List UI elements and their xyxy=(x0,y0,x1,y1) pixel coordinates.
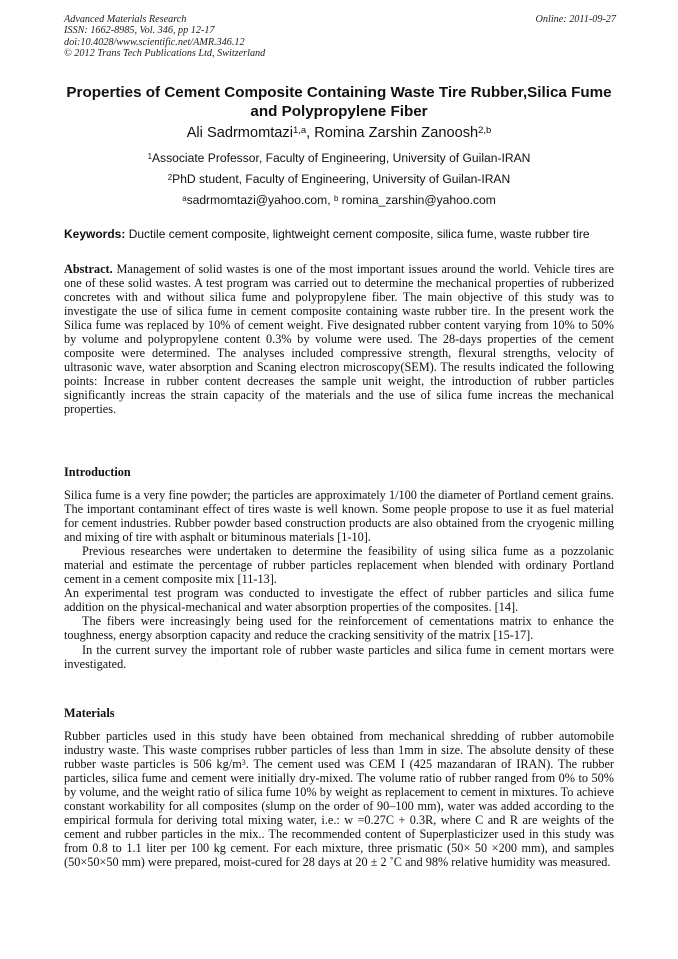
abstract-label: Abstract. xyxy=(64,262,113,276)
materials-text-a: Rubber particles used in this study have been obtained from mechanical shredding of rubber automobile industry waste. This waste comprises rubber particles of less than 1mm in size. The absolute density of these rubber waste particles is 506 kg/m xyxy=(64,729,614,772)
email-b-mark: b xyxy=(333,193,339,203)
intro-paragraph-4: The fibers were increasingly being used for the reinforcement of cementations matrix to enhance the toughness, energy absorption capacity and reduce the cracking sensitivity of the matrix [15-17]. xyxy=(64,614,614,643)
materials-body xyxy=(64,729,614,869)
affiliation-1 xyxy=(40,151,638,166)
journal-name: Advanced Materials Research xyxy=(64,14,187,25)
intro-paragraph-5: In the current survey the important role of rubber waste particles and silica fume in cement mortars were investigated. xyxy=(64,642,614,671)
paper-title: Properties of Cement Composite Containing Waste Tire Rubber,Silica Fume and Polypropylene Fiber xyxy=(66,84,612,120)
email-line xyxy=(40,193,638,208)
abstract xyxy=(64,262,614,417)
cubic-superscript: 3 xyxy=(241,757,246,767)
keywords-label: Keywords: xyxy=(64,227,126,241)
intro-paragraph-3: An experimental test program was conducted to investigate the effect of rubber particles and silica fume addition on the physical-mechanical and water absorption properties of the composites. [14]. xyxy=(64,586,614,615)
email-a[interactable]: sadrmomtazi@yahoo.com, xyxy=(186,193,334,207)
journal-header xyxy=(64,14,616,59)
author-2-affil-mark: 2,b xyxy=(478,125,492,137)
introduction-body xyxy=(64,488,614,671)
intro-paragraph-2: Previous researches were undertaken to determine the feasibility of using silica fume as a pozzolanic material and estimate the percentage of rubber particles replacement when blended with ordinary Portland cement in a cement composite mix [11-13]. xyxy=(64,544,614,587)
affiliation-1-mark: 1 xyxy=(147,151,152,161)
intro-paragraph-1: Silica fume is a very fine powder; the particles are approximately 1/100 the diameter of Portland cement grains. The important contaminant effect of tires waste is well known. Some people propose to use it as fuel material for cement industries. Rubber powder based construction products are also obtained from the cryogenic milling and mixing of tire with asphalt or bituminous materials [1-10]. xyxy=(64,488,614,545)
author-list xyxy=(40,124,638,142)
affiliation-2-mark: 2 xyxy=(167,172,173,182)
abstract-paragraph xyxy=(64,262,614,417)
issn-line: ISSN: 1662-8985, Vol. 346, pp 12-17 xyxy=(64,25,215,37)
keywords xyxy=(64,227,616,242)
materials-text-b: . The cement used was CEM I (425 mazandaran of IRAN). The rubber particles, silica fume and cement were initially dry-mixed. The volume ratio of rubber ranged from 0% to 50% by volume, and the weight ratio of silica fume 10% by weight as replacement to cement in mixtures. To achieve constant workability for all composites (slump on the order of 90–100 mm), water was added according to the empirical formula for deriving total mixing water, i.e.: w =0.27C + 0.3R, where C and R are weights of the cement and rubber particles in the mix.. The recommended content of Superplasticizer used in this study was from 0.8 to 1.1 liter per 100 kg cement. For each mixture, three prismatic (50× 50 ×200 mm), and samples (50×50×50 mm) were prepared, moist-cured for 28 days at 20 ± 2 ˚C and 98% relative humidity was measured. xyxy=(64,757,614,870)
abstract-text: Management of solid wastes is one of the most important issues around the world. Vehicle tires are one of these solid wastes. A test program was carried out to determine the mechanical properties of rubberized concretes with and without silica fume and polypropylene fiber. The main objective of this study was to investigate the use of silica fume in cement composite containing waste rubber tire. In the present work the Silica fume was replaced by 10% of cement weight. Five designated rubber content varying from 10% to 50% by volume and polypropylene content 0.3% by volume were used. The 28-days properties of the cement composite were determined. The analyses included compressive strength, flexural strengths, velocity of ultrasonic wave, water absorption and Scaning electron microscopy(SEM). The results indicated the following points: Increase in rubber content decreases the sample unit weight, the introduction of rubber particles significantly increas the strain capacity of the materials and the use of silica fume increas the mechanical properties. xyxy=(64,262,614,417)
author-separator: , xyxy=(306,125,315,141)
affiliation-1-text: Associate Professor, Faculty of Engineering, University of Guilan-IRAN xyxy=(151,151,531,165)
online-date: Online: 2011-09-27 xyxy=(535,14,616,25)
doi-line: doi:10.4028/www.scientific.net/AMR.346.12 xyxy=(64,36,245,48)
introduction-heading: Introduction xyxy=(64,465,131,479)
affiliation-2 xyxy=(40,172,638,187)
affiliation-2-text: PhD student, Faculty of Engineering, University of Guilan-IRAN xyxy=(172,172,511,186)
copyright-line: © 2012 Trans Tech Publications Ltd, Switzerland xyxy=(64,47,266,59)
author-2: Romina Zarshin Zanoosh xyxy=(314,125,479,141)
email-b[interactable]: romina_zarshin@yahoo.com xyxy=(338,193,496,207)
materials-paragraph-1 xyxy=(64,729,614,869)
materials-heading: Materials xyxy=(64,706,115,720)
keywords-text: Ductile cement composite, lightweight cement composite, silica fume, waste rubber tire xyxy=(125,227,590,241)
author-1-affil-mark: 1,a xyxy=(292,125,307,137)
author-1: Ali Sadrmomtazi xyxy=(186,125,293,141)
email-a-mark: a xyxy=(182,193,187,203)
